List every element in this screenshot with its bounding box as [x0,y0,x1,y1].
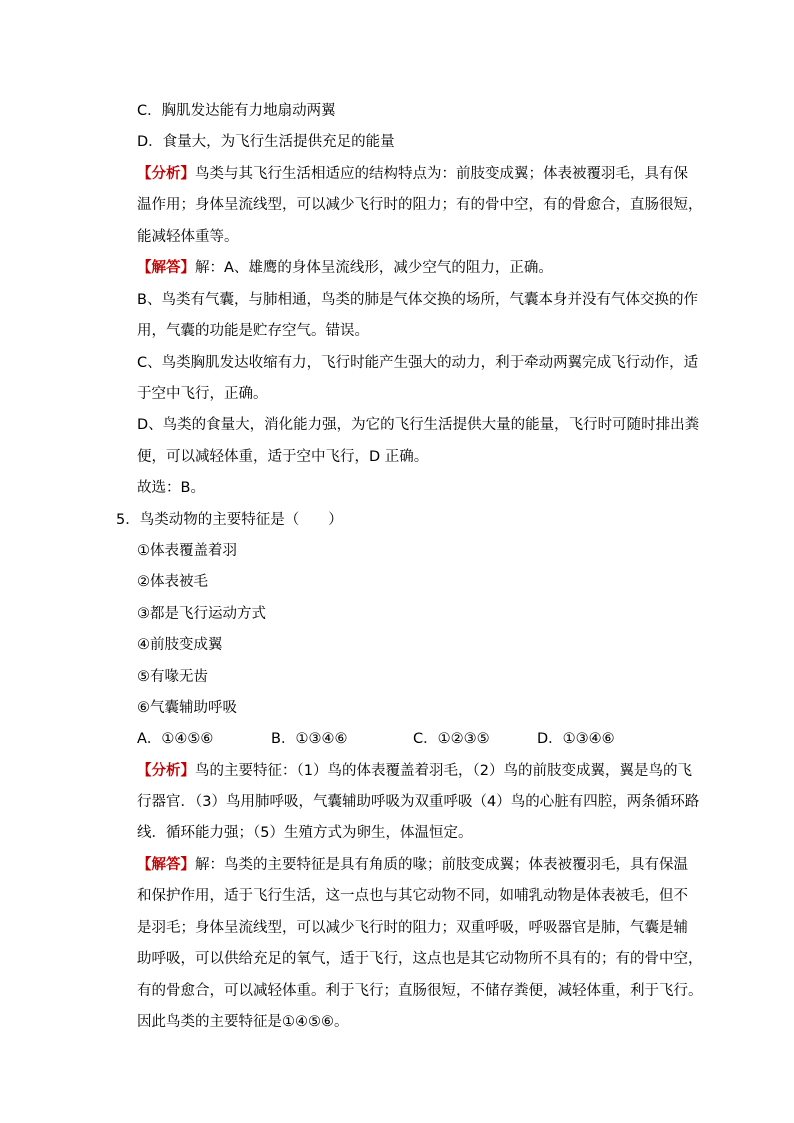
q5-choices [137,729,615,749]
q4-option-d: D．食量大，为飞行生活提供充足的能量 [137,134,395,150]
q5-item-5: ⑤有喙无齿 [137,669,208,685]
q5-answer-line-2: 和保护作用，适于飞行生活，这一点也与其它动物不同，如哺乳动物是体表被毛，但不 [137,888,688,904]
q5-answer-line-1 [137,855,688,875]
q5-item-2: ②体表被毛 [137,574,208,590]
q4-analysis-text-1: 鸟类与其飞行生活相适应的结构特点为：前肢变成翼；体表被覆羽毛，具有保 [195,166,688,182]
q5-choice-a: A．①④⑤⑥ [137,731,214,747]
q5-stem: 5．鸟类动物的主要特征是（ ） [116,512,343,528]
q5-choice-d: D．①③④⑥ [537,731,615,747]
q5-answer-line-5: 有的骨愈合，可以减轻体重。利于飞行；直肠很短，不储存粪便，减轻体重，利于飞行。 [137,983,703,999]
q4-answer-line-3: 用，气囊的功能是贮存空气。错误。 [137,323,369,339]
q5-answer-line-6: 因此鸟类的主要特征是①④⑤⑥。 [137,1014,349,1030]
q4-analysis-line-2: 温作用；身体呈流线型，可以减少飞行时的阻力；有的骨中空，有的骨愈合，直肠很短， [137,197,703,213]
q4-answer-line-7: 便，可以减轻体重，适于空中飞行，D 正确。 [137,449,429,465]
q5-analysis-line-1 [137,761,692,781]
q4-analysis-tag: 【分析】 [137,166,195,182]
q5-answer-text-1: 解：鸟类的主要特征是具有角质的喙；前肢变成翼；体表被覆羽毛，具有保温 [195,857,688,873]
q4-conclusion: 故选：B。 [137,480,205,496]
q4-answer-line-1 [137,258,553,278]
q5-answer-line-4: 助呼吸，可以供给充足的氧气，适于飞行，这点也是其它动物所不具有的；有的骨中空， [137,951,703,967]
q5-answer-tag: 【解答】 [137,857,195,873]
q5-analysis-tag: 【分析】 [137,763,195,779]
q4-answer-tag: 【解答】 [137,260,195,276]
q4-analysis-line-3: 能减轻体重等。 [137,229,239,245]
q5-item-1: ①体表覆盖着羽 [137,543,237,559]
q4-option-c: C．胸肌发达能有力地扇动两翼 [137,103,336,119]
q5-analysis-line-3: 线．循环能力强；（5）生殖方式为卵生，体温恒定。 [137,825,473,841]
q4-analysis-line-1 [137,164,688,184]
q4-answer-line-4: C、鸟类胸肌发达收缩有力，飞行时能产生强大的动力，利于牵动两翼完成飞行动作，适 [137,355,699,371]
q5-analysis-line-2: 行器官．（3）鸟用肺呼吸，气囊辅助呼吸为双重呼吸（4）鸟的心脏有四腔，两条循环路 [137,794,700,810]
q4-answer-text-1: 解：A、雄鹰的身体呈流线形，减少空气的阻力，正确。 [195,260,553,276]
q5-choice-b: B．①③④⑥ [271,731,348,747]
q5-analysis-text-1: 鸟的主要特征：（1）鸟的体表覆盖着羽毛，（2）鸟的前肢变成翼，翼是鸟的飞 [195,763,692,779]
q5-item-6: ⑥气囊辅助呼吸 [137,700,237,716]
q4-answer-line-2: B、鸟类有气囊，与肺相通，鸟类的肺是气体交换的场所，气囊本身并没有气体交换的作 [137,292,698,308]
q4-answer-line-6: D、鸟类的食量大，消化能力强，为它的飞行生活提供大量的能量，飞行时可随时排出粪 [137,417,700,433]
q5-item-3: ③都是飞行运动方式 [137,606,266,622]
q5-answer-line-3: 是羽毛；身体呈流线型，可以减少飞行时的阻力；双重呼吸，呼吸器官是肺，气囊是辅 [137,920,688,936]
q5-choice-c: C．①②③⑤ [413,731,490,747]
q4-answer-line-5: 于空中飞行，正确。 [137,386,268,402]
q5-item-4: ④前肢变成翼 [137,637,223,653]
